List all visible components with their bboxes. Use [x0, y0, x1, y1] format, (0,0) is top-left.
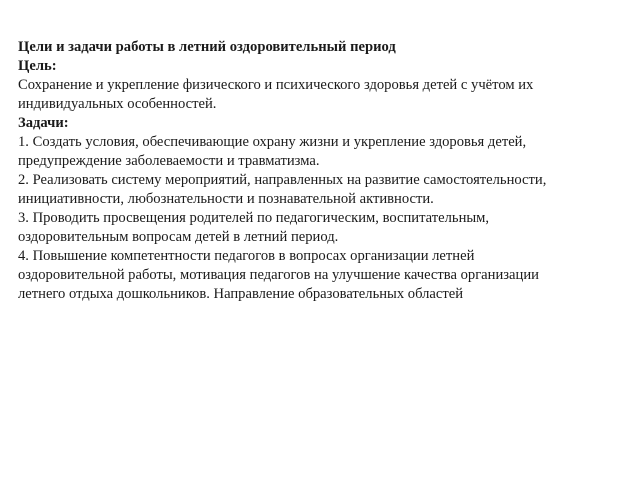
- task-line: инициативности, любознательности и познавательной активности.: [18, 191, 434, 207]
- document-body: [18, 38, 622, 304]
- goal-heading: Цель:: [18, 58, 57, 74]
- task-line: летнего отдыха дошкольников. Направление образовательных областей: [18, 286, 464, 302]
- goal-line: индивидуальных особенностей.: [18, 96, 217, 112]
- goal-text: [18, 76, 622, 114]
- task-line: 3. Проводить просвещения родителей по педагогическим, воспитательным,: [18, 210, 490, 226]
- task-line: предупреждение заболеваемости и травматизма.: [18, 153, 320, 169]
- task-line: 1. Создать условия, обеспечивающие охрану жизни и укрепление здоровья детей,: [18, 134, 527, 150]
- task-line: оздоровительным вопросам детей в летний период.: [18, 229, 339, 245]
- task-item-3: [18, 209, 622, 247]
- document-title: Цели и задачи работы в летний оздоровительный период: [18, 39, 396, 55]
- tasks-heading: Задачи:: [18, 115, 69, 131]
- task-item-4: [18, 247, 622, 304]
- task-line: оздоровительной работы, мотивация педагогов на улучшение качества организации: [18, 267, 539, 283]
- task-line: 4. Повышение компетентности педагогов в вопросах организации летней: [18, 248, 475, 264]
- task-line: 2. Реализовать систему мероприятий, направленных на развитие самостоятельности,: [18, 172, 547, 188]
- goal-line: Сохранение и укрепление физического и психического здоровья детей с учётом их: [18, 77, 534, 93]
- task-item-1: [18, 133, 622, 171]
- task-item-2: [18, 171, 622, 209]
